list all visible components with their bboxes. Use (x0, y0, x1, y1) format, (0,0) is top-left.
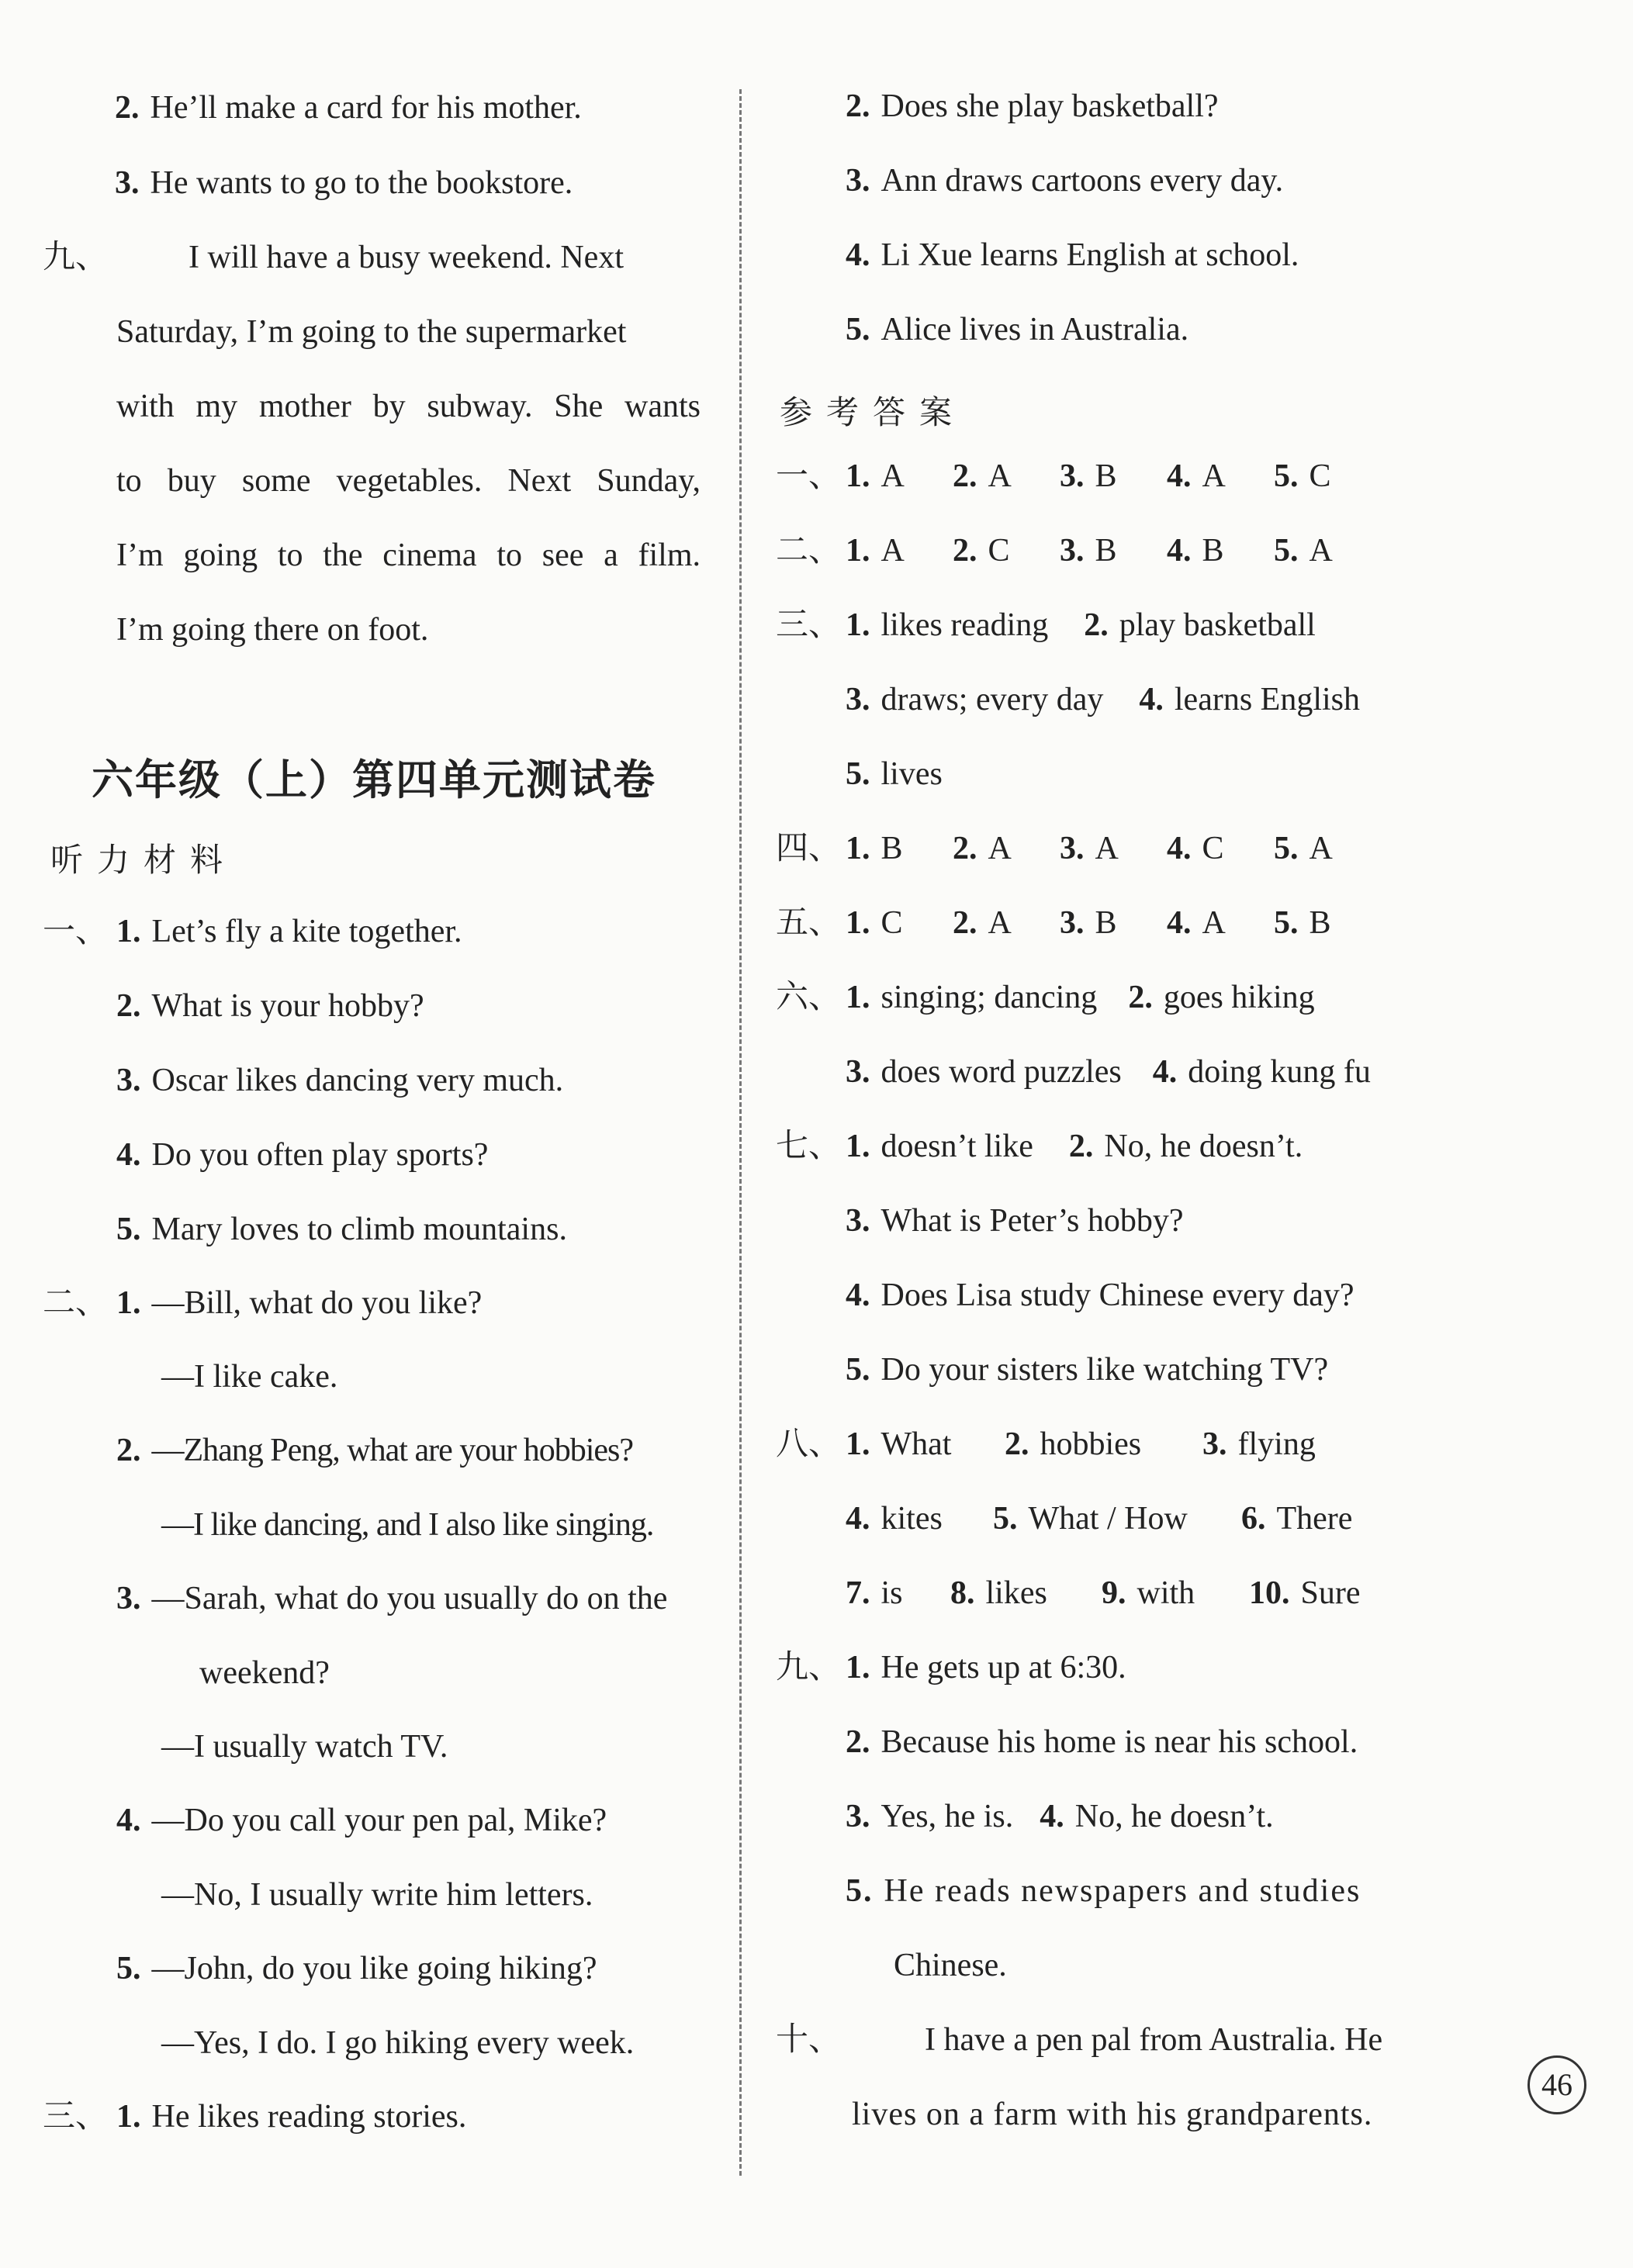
part-3-label: 三、 (43, 2099, 109, 2135)
left-item-2: 2. He’ll make a card for his mother. (115, 90, 582, 126)
answer-7-row: 4. Does Lisa study Chinese every day? (846, 1277, 1354, 1313)
part-1-item: 1. Let’s fly a kite together. (116, 914, 462, 949)
answer-4-label: 四、 (776, 831, 842, 866)
answer-8-row: 1. What 2. hobbies 3. flying (846, 1426, 1316, 1462)
answer-8-row: 7. is 8. likes 9. with 10. Sure (846, 1575, 1361, 1611)
section-9-line-4: to buy some vegetables. Next Sunday, (116, 463, 701, 499)
column-divider (739, 89, 742, 2176)
answer-9-row-cont: Chinese. (894, 1948, 1007, 1983)
part-1-label: 一、 (43, 914, 109, 949)
section-9-line-5: I’m going to the cinema to see a film. (116, 538, 701, 573)
answer-1-label: 一、 (776, 458, 842, 494)
dialog-5-a: 5. —John, do you like going hiking? (116, 1951, 597, 1986)
dialog-2-b: —I like dancing, and I also like singing. (161, 1507, 654, 1543)
answer-9-row: 3. Yes, he is. 4. No, he doesn’t. (846, 1799, 1274, 1834)
answers-heading: 参考答案 (780, 393, 967, 431)
answer-9-row: 5. He reads newspapers and studies (846, 1873, 1361, 1909)
part-1-item: 5. Mary loves to climb mountains. (116, 1212, 567, 1247)
answer-3-label: 三、 (776, 607, 842, 643)
page-number-badge: 46 (1527, 2055, 1586, 2114)
answer-5-row: 1. C 2. A 3. B 4. A 5. B (846, 905, 1331, 941)
answer-3-row: 3. draws; every day 4. learns English (846, 682, 1361, 717)
answer-9-row: 2. Because his home is near his school. (846, 1724, 1358, 1760)
right-item: 5. Alice lives in Australia. (846, 312, 1189, 347)
dialog-2-a: 2. —Zhang Peng, what are your hobbies? (116, 1433, 633, 1468)
dialog-4-a: 4. —Do you call your pen pal, Mike? (116, 1803, 607, 1838)
dialog-3-a-cont: weekend? (199, 1655, 330, 1691)
answer-2-row: 1. A 2. C 3. B 4. B 5. A (846, 533, 1333, 569)
listening-heading: 听力材料 (50, 841, 237, 879)
dialog-4-b: —No, I usually write him letters. (161, 1877, 593, 1913)
dialog-3-a: 3. —Sarah, what do you usually do on the (116, 1581, 668, 1616)
answer-7-row: 3. What is Peter’s hobby? (846, 1203, 1184, 1239)
part-2-label: 二、 (43, 1285, 109, 1321)
answer-2-label: 二、 (776, 533, 842, 569)
right-item: 4. Li Xue learns English at school. (846, 237, 1299, 273)
part-1-item: 3. Oscar likes dancing very much. (116, 1063, 564, 1098)
right-item: 2. Does she play basketball? (846, 88, 1219, 124)
answer-8-row: 4. kites 5. What / How 6. There (846, 1501, 1353, 1537)
section-9-line-6: I’m going there on foot. (116, 612, 429, 648)
answer-8-label: 八、 (776, 1426, 842, 1462)
part-1-item: 4. Do you often play sports? (116, 1137, 489, 1173)
section-9-line-1: I will have a busy weekend. Next (189, 240, 624, 275)
answer-9-label: 九、 (776, 1650, 842, 1685)
answer-7-row: 1. doesn’t like 2. No, he doesn’t. (846, 1129, 1303, 1164)
answer-5-label: 五、 (776, 905, 842, 941)
answer-10-line-2: lives on a farm with his grandparents. (852, 2097, 1373, 2132)
left-item-3: 3. He wants to go to the bookstore. (115, 165, 573, 201)
section-9-line-3: with my mother by subway. She wants (116, 389, 701, 424)
answer-6-label: 六、 (776, 980, 842, 1015)
answer-3-row: 5. lives (846, 756, 943, 792)
answer-4-row: 1. B 2. A 3. A 4. C 5. A (846, 831, 1333, 866)
dialog-1-b: —I like cake. (161, 1359, 338, 1395)
answer-7-row: 5. Do your sisters like watching TV? (846, 1352, 1329, 1388)
part-3-item: 1. He likes reading stories. (116, 2099, 467, 2135)
answer-1-row: 1. A 2. A 3. B 4. A 5. C (846, 458, 1331, 494)
section-9-label: 九、 (43, 240, 109, 275)
section-9-line-2: Saturday, I’m going to the supermarket (116, 314, 627, 350)
dialog-5-b: —Yes, I do. I go hiking every week. (161, 2025, 635, 2061)
answer-7-label: 七、 (776, 1129, 842, 1164)
answer-10-label: 十、 (776, 2022, 842, 2058)
unit-title: 六年级（上）第四单元测试卷 (92, 755, 656, 804)
right-item: 3. Ann draws cartoons every day. (846, 163, 1284, 199)
answer-6-row: 1. singing; dancing 2. goes hiking (846, 980, 1315, 1015)
answer-9-row: 1. He gets up at 6:30. (846, 1650, 1126, 1685)
part-1-item: 2. What is your hobby? (116, 988, 424, 1024)
dialog-3-b: —I usually watch TV. (161, 1729, 448, 1765)
answer-3-row: 1. likes reading 2. play basketball (846, 607, 1316, 643)
dialog-1-a: 1. —Bill, what do you like? (116, 1285, 483, 1321)
answer-10-line-1: I have a pen pal from Australia. He (925, 2022, 1383, 2058)
answer-6-row: 3. does word puzzles 4. doing kung fu (846, 1054, 1371, 1090)
